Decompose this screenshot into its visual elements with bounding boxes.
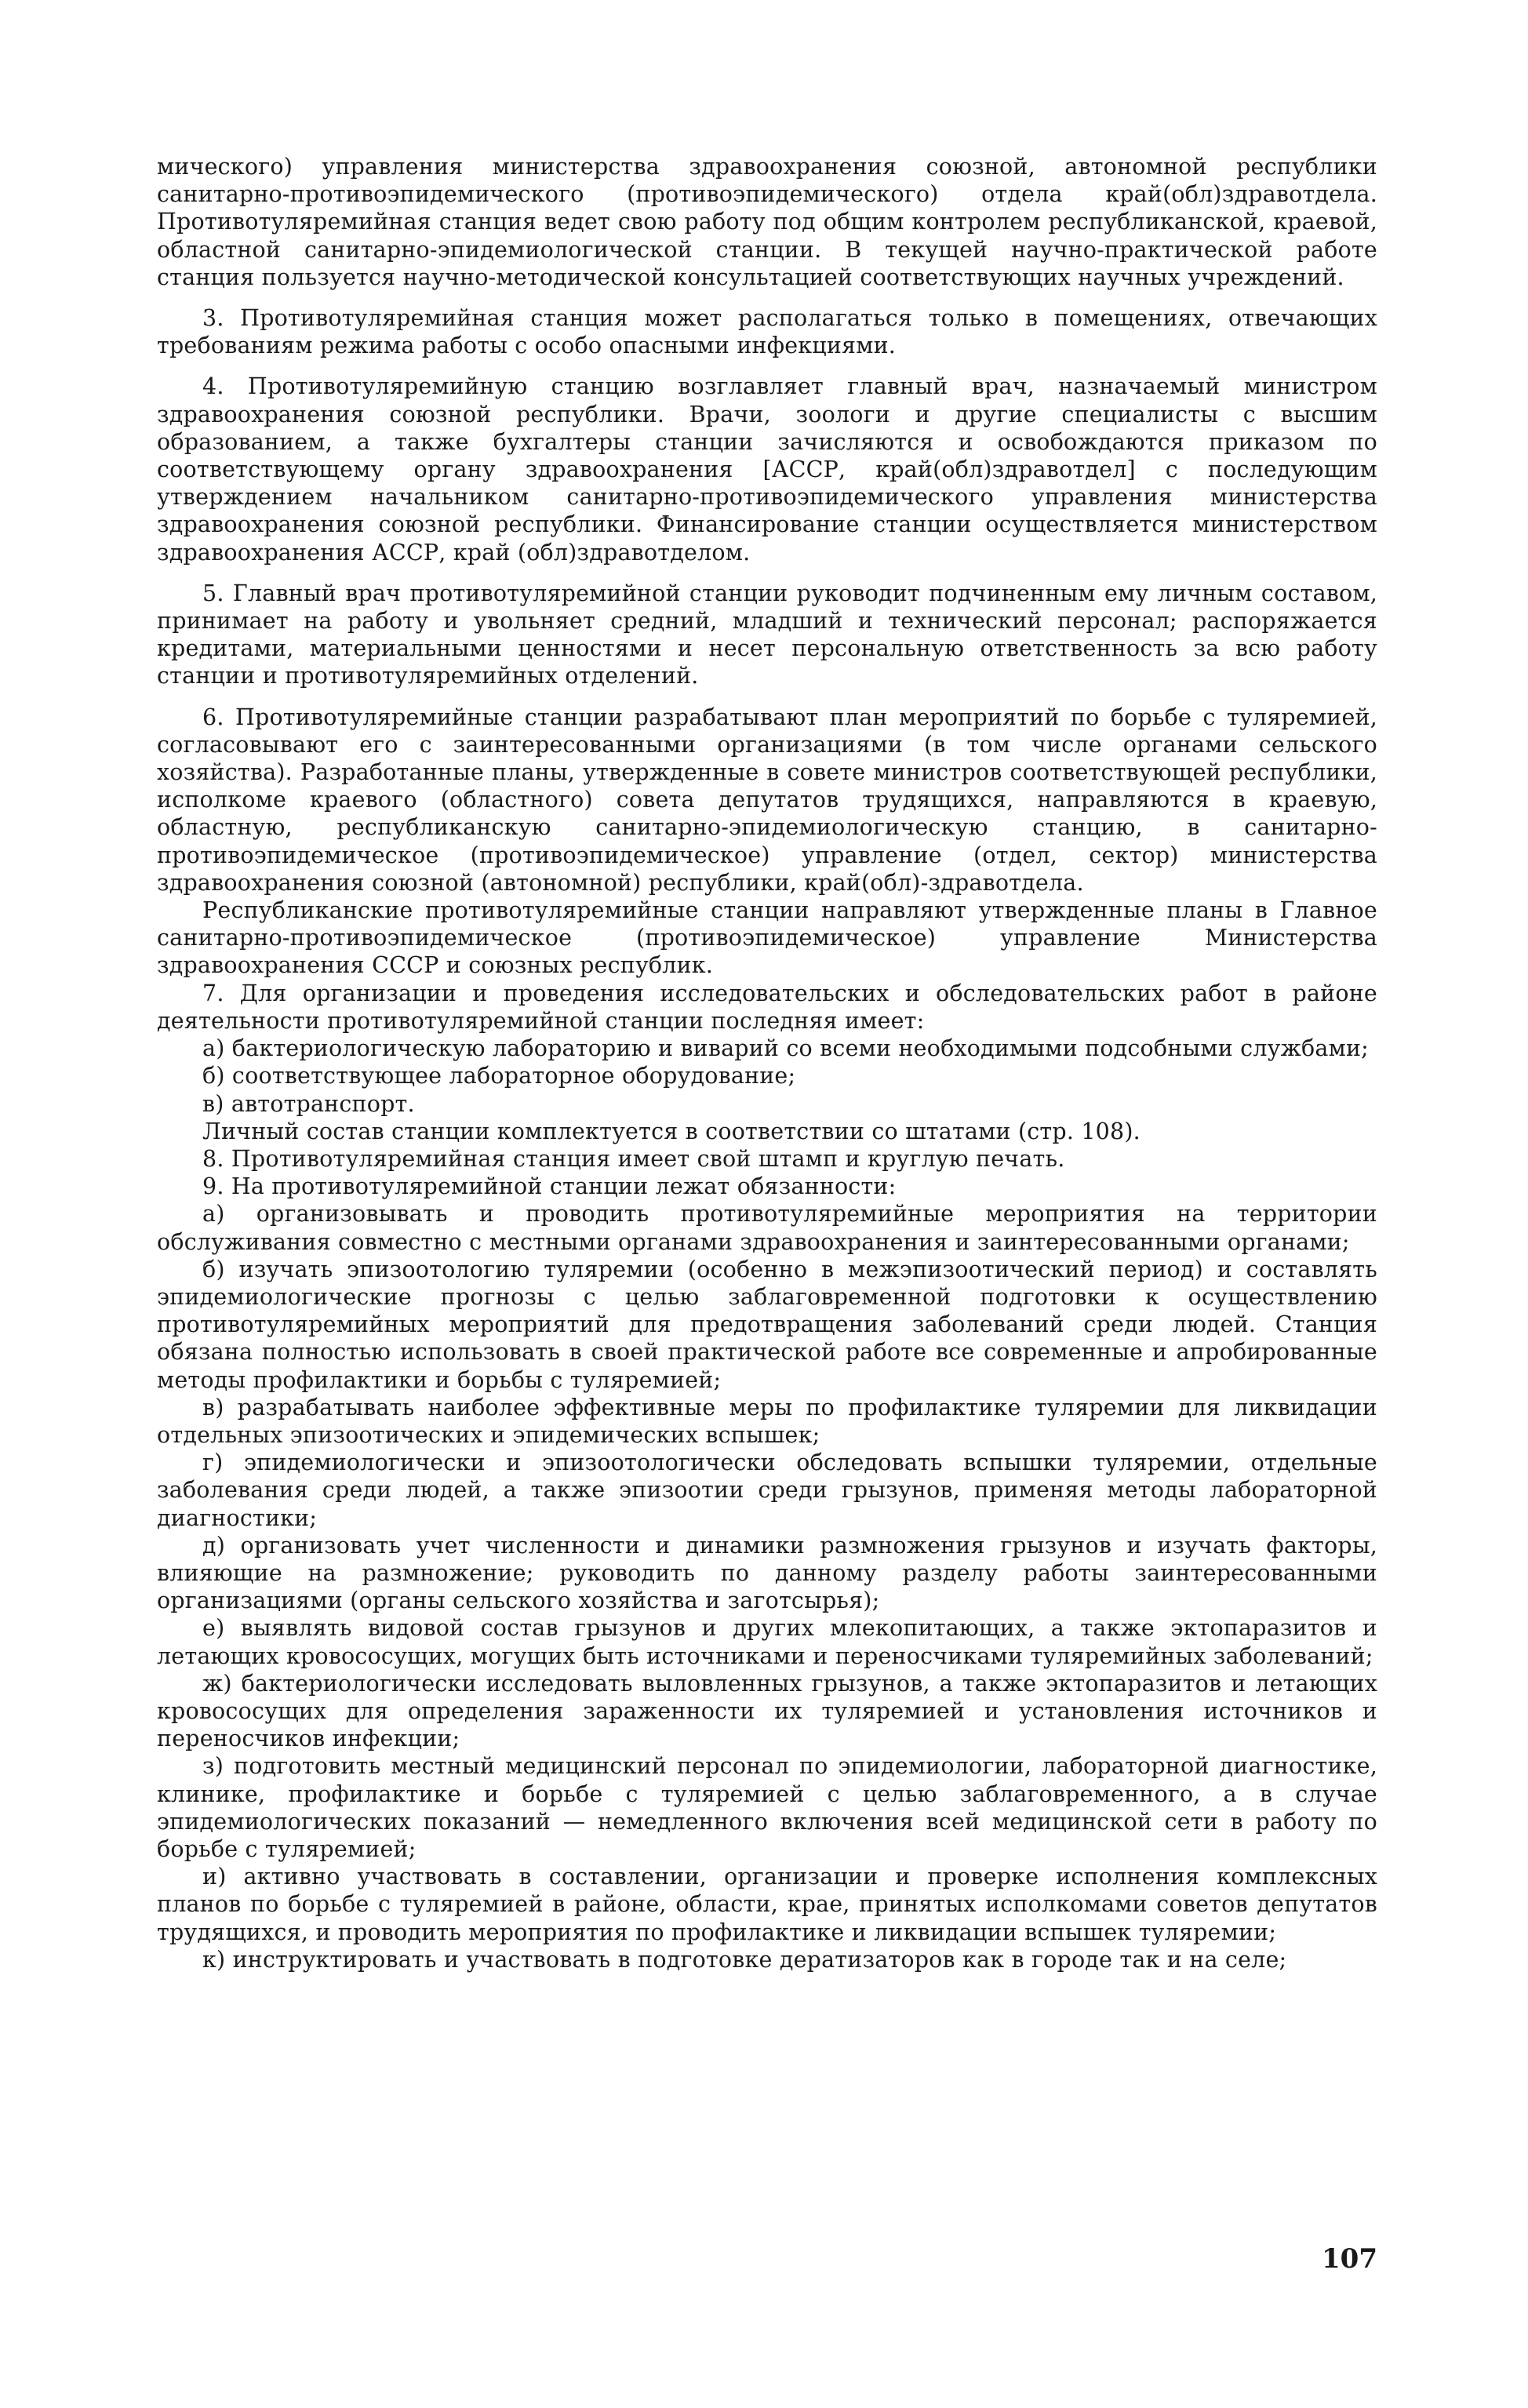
paragraph-item-8: 8. Противотуляремийная станция имеет свой штамп и круглую печать. xyxy=(202,1145,1065,1172)
paragraph-republican-stations: Республиканские противотуляремийные станции направляют утвержденные планы в Главное санитарно-противоэпидемическое (противоэпидемическое) управление Министерства здравоохранения СССР и союзных республик. xyxy=(157,897,1377,979)
paragraph-item-3: 3. Противотуляремийная станция может располагаться только в помещениях, отвечающих требованиям режима работы с особо опасными инфекциями. xyxy=(157,305,1377,359)
paragraph-item-7a: а) бактериологическую лабораторию и виварий со всеми необходимыми подсобными службами; xyxy=(202,1035,1369,1062)
paragraph-item-9i: и) активно участвовать в составлении, организации и проверке исполнения комплексных планов по борьбе с туляремией в районе, области, крае, принятых исполкомами советов депутатов трудящихся, и проводить мероприятия по профилактике и ликвидации вспышек туляремии; xyxy=(157,1864,1377,1945)
paragraph-item-7b: б) соответствующее лабораторное оборудование; xyxy=(202,1063,796,1089)
paragraph-item-6: 6. Противотуляремийные станции разрабатывают план мероприятий по борьбе с туляремией, согласовывают его с заинтересованными организациями (в том числе органами сельского хозяйства). Разработанные планы, утвержденные в совете министров соответствующей республики, исполкоме краевого (областного) совета депутатов трудящихся, направляются в краевую, областную, республиканскую санитарно-эпидемиологическую станцию, в санитарно-противоэпидемическое (противоэпидемическое) управление (отдел, сектор) министерства здравоохранения союзной (автономной) республики, край(обл)-здравотдела. xyxy=(157,704,1377,896)
paragraph-item-9: 9. На противотуляремийной станции лежат обязанности: xyxy=(202,1173,897,1200)
paragraph-item-9b: б) изучать эпизоотологию туляремии (особенно в межэпизоотический период) и составлять эпидемиологические прогнозы с целью заблаговременной подготовки к осуществлению противотуляремийных мероприятий для предотвращения заболеваний среди людей. Станция обязана полностью использовать в своей практической работе все современные и апробированные методы профилактики и борьбы с туляремией; xyxy=(157,1256,1377,1393)
paragraph-item-9a: а) организовывать и проводить противотуляремийные мероприятия на территории обслуживания совместно с местными органами здравоохранения и заинтересованными органами; xyxy=(157,1201,1377,1255)
paragraph-item-9d: д) организовать учет численности и динамики размножения грызунов и изучать факторы, влияющие на размножение; руководить по данному разделу работы заинтересованными организациями (органы сельского хозяйства и заготсырья); xyxy=(157,1532,1377,1614)
paragraph-item-9z: з) подготовить местный медицинский персонал по эпидемиологии, лабораторной диагностике, клинике, профилактике и борьбе с туляремией с целью заблаговременного, а в случае эпидемиологических показаний — немедленного включения всей медицинской сети в работу по борьбе с туляремией; xyxy=(157,1753,1377,1862)
paragraph-item-5: 5. Главный врач противотуляремийной станции руководит подчиненным ему личным составом, принимает на работу и увольняет средний, младший и технический персонал; распоряжается кредитами, материальными ценностями и несет персональную ответственность за всю работу станции и противотуляремийных отделений. xyxy=(157,580,1377,689)
paragraph-continuation: мического) управления министерства здравоохранения союзной, автономной республики санитарно-противоэпидемического (противоэпидемического) отдела край(обл)здравотдела. Противотуляремийная станция ведет свою работу под общим контролем республиканской, краевой, областной санитарно-эпидемиологической станции. В текущей научно-практической работе станция пользуется научно-методической консультацией соответствующих научных учреждений. xyxy=(157,154,1377,290)
paragraph-item-9k: к) инструктировать и участвовать в подготовке дератизаторов как в городе так и на селе; xyxy=(202,1946,1287,1973)
page-number: 107 xyxy=(1322,2243,1377,2275)
paragraph-item-9e: е) выявлять видовой состав грызунов и других млекопитающих, а также эктопаразитов и летающих кровососущих, могущих быть источниками и переносчиками туляремийных заболеваний; xyxy=(157,1615,1377,1669)
paragraph-item-7c: в) автотранспорт. xyxy=(202,1090,415,1117)
document-page xyxy=(157,153,1377,2365)
paragraph-item-7: 7. Для организации и проведения исследовательских и обследовательских работ в районе деятельности противотуляремийной станции последняя имеет: xyxy=(157,980,1377,1034)
paragraph-item-9zh: ж) бактериологически исследовать выловленных грызунов, а также эктопаразитов и летающих кровососущих для определения зараженности их туляремией и установления источников и переносчиков инфекции; xyxy=(157,1670,1377,1752)
paragraph-item-9v: в) разрабатывать наиболее эффективные меры по профилактике туляремии для ликвидации отдельных эпизоотических и эпидемических вспышек; xyxy=(157,1394,1377,1448)
paragraph-item-9g: г) эпидемиологически и эпизоотологически обследовать вспышки туляремии, отдельные заболевания среди людей, а также эпизоотии среди грызунов, применяя методы лабораторной диагностики; xyxy=(157,1450,1377,1531)
paragraph-staff: Личный состав станции комплектуется в соответствии со штатами (стр. 108). xyxy=(202,1118,1141,1144)
paragraph-item-4: 4. Противотуляремийную станцию возглавляет главный врач, назначаемый министром здравоохранения союзной республики. Врачи, зоологи и другие специалисты с высшим образованием, а также бухгалтеры станции зачисляются и освобождаются приказом по соответствующему органу здравоохранения [АССР, край(обл)здравотдел] с последующим утверждением начальником санитарно-противоэпидемического управления министерства здравоохранения союзной республики. Финансирование станции осуществляется министерством здравоохранения АССР, край (обл)здравотделом. xyxy=(157,373,1377,566)
